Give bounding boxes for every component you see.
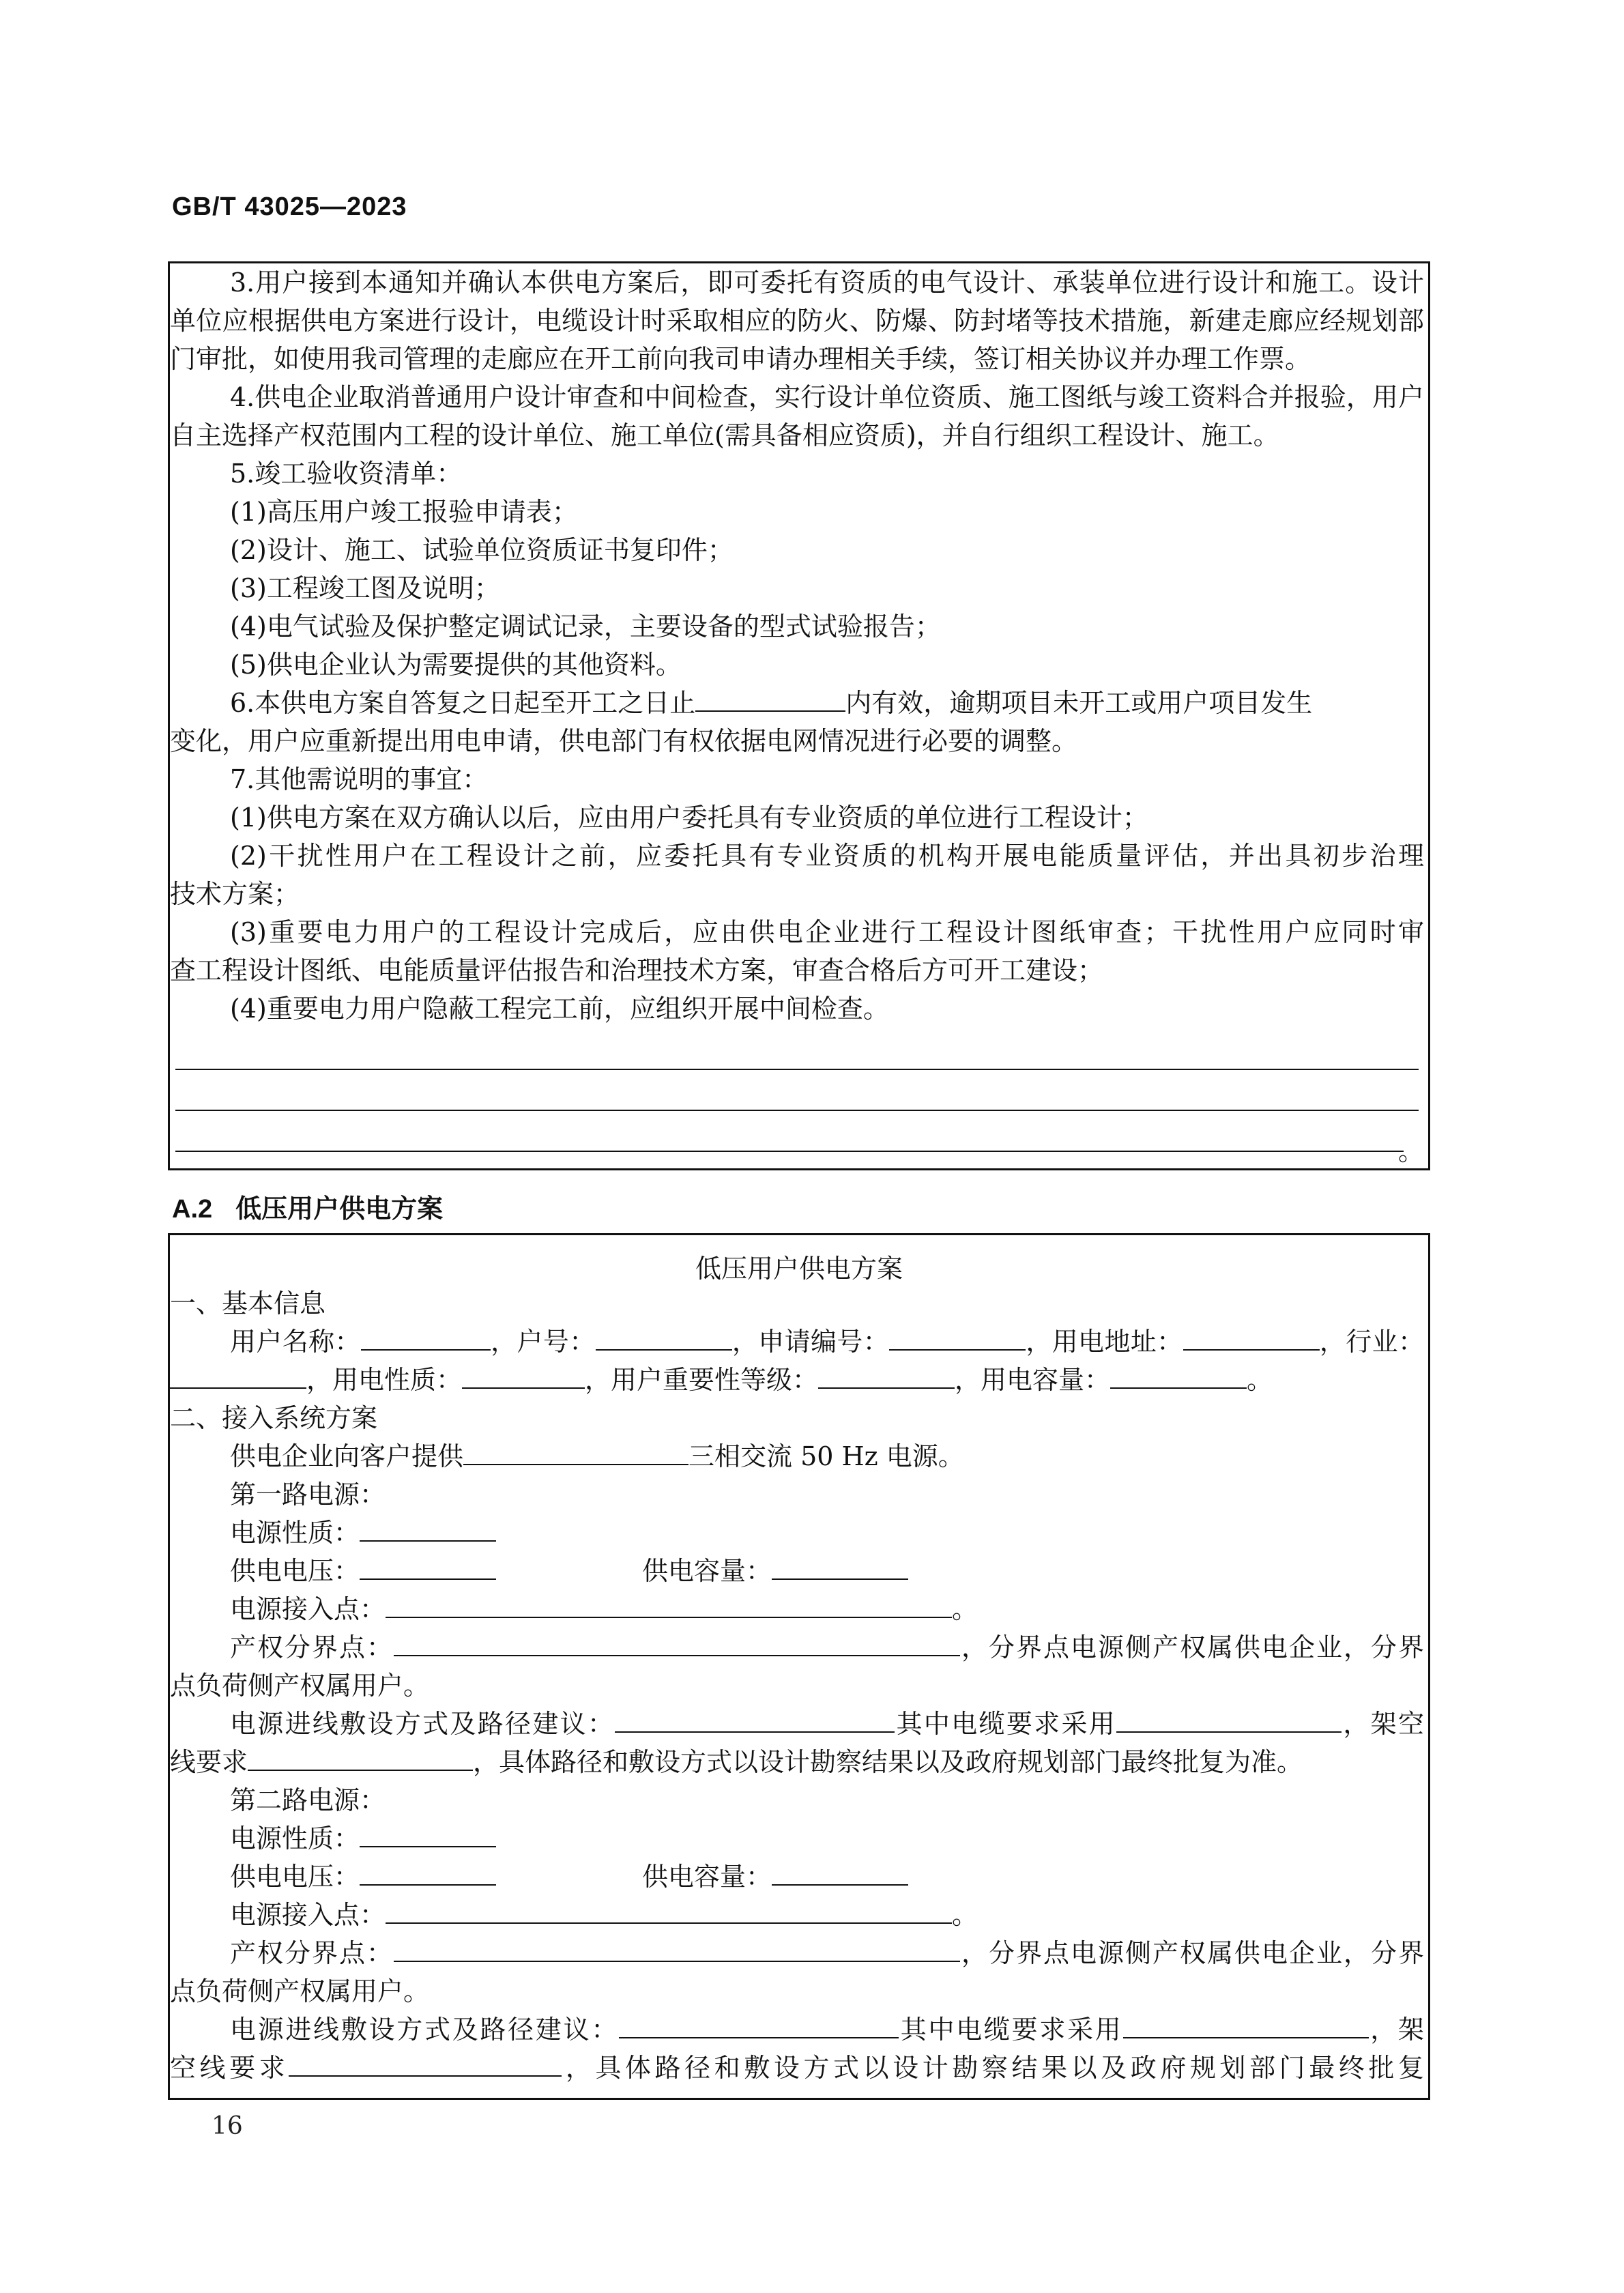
- note-line: (3)重要电力用户的工程设计完成后，应由供电企业进行工程设计图纸审查；干扰性用户应同时审: [230, 917, 1424, 947]
- route-label: 电源进线敷设方式及路径建议：: [230, 2015, 620, 2045]
- source-1-route: [170, 1705, 1424, 1743]
- source-1-boundary: [170, 1628, 1424, 1667]
- provide-label: 供电企业向客户提供: [230, 1441, 464, 1471]
- source-nature-label: 电源性质：: [230, 1518, 360, 1548]
- source-1-capacity: [642, 1552, 908, 1590]
- note-line: (4)电气试验及保护整定调试记录，主要设备的型式试验报告；: [230, 611, 941, 641]
- provide-tail: 三相交流 50 Hz 电源。: [688, 1441, 964, 1471]
- cable-field[interactable]: [1116, 1708, 1342, 1733]
- address-label: ，用电地址：: [1026, 1327, 1183, 1357]
- access-point-field[interactable]: [386, 1593, 952, 1618]
- form-title: 低压用户供电方案: [695, 1254, 903, 1284]
- boundary-tail: ，分界点电源侧产权属供电企业，分界: [960, 1938, 1424, 1968]
- period-mark: 。: [1247, 1365, 1273, 1395]
- boundary-label: 产权分界点：: [230, 1632, 394, 1662]
- source-nature-field[interactable]: [360, 1517, 496, 1542]
- overhead-label: ，架: [1368, 2015, 1424, 2045]
- source-2-boundary: [170, 1934, 1424, 1972]
- cable-label: 其中电缆要求采用: [895, 1709, 1117, 1739]
- validity-period-blank[interactable]: [695, 687, 845, 712]
- supply-capacity-label: 供电容量：: [642, 1862, 772, 1892]
- source-nature-field[interactable]: [360, 1823, 496, 1847]
- capacity-field[interactable]: [1110, 1364, 1247, 1389]
- note-line: 3.用户接到本通知并确认本供电方案后，即可委托有资质的电气设计、承装单位进行设计和施工。设计: [230, 268, 1424, 298]
- industry-field[interactable]: [170, 1364, 306, 1389]
- source-2-capacity: [642, 1858, 908, 1896]
- access-point-label: 电源接入点：: [230, 1900, 386, 1930]
- note-line: (3)工程竣工图及说明；: [230, 573, 500, 603]
- cable-field[interactable]: [1123, 2014, 1369, 2038]
- validity-text-a: 6.本供电方案自答复之日起至开工之日止: [230, 688, 696, 718]
- capacity-label: ，用电容量：: [955, 1365, 1111, 1395]
- line-req-field[interactable]: [289, 2052, 562, 2077]
- supply-voltage-field[interactable]: [360, 1861, 496, 1886]
- note-line: 7.其他需说明的事宜：: [230, 764, 489, 794]
- note-line: 4.供电企业取消普通用户设计审查和中间检查，实行设计单位资质、施工图纸与竣工资料合并报验，用户: [230, 382, 1424, 412]
- boundary-field[interactable]: [394, 1937, 960, 1962]
- access-point-field[interactable]: [386, 1899, 952, 1924]
- validity-line: [170, 684, 1312, 722]
- blank-rule-3[interactable]: [175, 1151, 1404, 1152]
- apply-no-label: ，申请编号：: [731, 1327, 890, 1357]
- boundary-field[interactable]: [394, 1632, 960, 1656]
- source-1-nature: [170, 1514, 496, 1552]
- note-line: 自主选择产权范围内工程的设计单位、施工单位(需具备相应资质)，并自行组织工程设计、施工。: [170, 420, 1279, 450]
- basic-info-heading: 一、基本信息: [170, 1288, 326, 1318]
- boundary-label: 产权分界点：: [230, 1938, 394, 1968]
- end-period: 。: [1397, 1136, 1424, 1166]
- basic-info-line-2: [170, 1361, 1273, 1399]
- supply-voltage-field[interactable]: [360, 1555, 496, 1580]
- supply-capacity-label: 供电容量：: [642, 1556, 772, 1586]
- supply-voltage-label: 供电电压：: [230, 1556, 360, 1586]
- note-line: (2)设计、施工、试验单位资质证书复印件；: [230, 535, 734, 565]
- access-heading: 二、接入系统方案: [170, 1403, 378, 1433]
- nature-label: ，用电性质：: [306, 1365, 463, 1395]
- route-tail: ，具体路径和敷设方式以设计勘察结果以及政府规划部门最终批复为准。: [473, 1747, 1303, 1777]
- section-heading: [172, 1187, 443, 1225]
- source-2-route-next: [170, 2049, 1424, 2087]
- account-no-label: ，户号：: [490, 1327, 596, 1357]
- note-line: 5.竣工验收资清单：: [230, 459, 463, 489]
- provide-field[interactable]: [463, 1441, 688, 1465]
- period-mark: 。: [952, 1900, 978, 1930]
- section-number: A.2: [172, 1195, 213, 1224]
- validity-line-2: 变化，用户应重新提出用电申请，供电部门有权依据电网情况进行必要的调整。: [170, 726, 1078, 756]
- note-line: (4)重要电力用户隐蔽工程完工前，应组织开展中间检查。: [230, 994, 889, 1024]
- line-req-field[interactable]: [248, 1746, 473, 1771]
- source-1-route-next: [170, 1743, 1303, 1781]
- line-req-label: 线要求: [170, 1747, 248, 1777]
- note-line: (2)干扰性用户在工程设计之前，应委托具有专业资质的机构开展电能质量评估，并出具初步治理: [230, 841, 1424, 871]
- note-line: 门审批，如使用我司管理的走廊应在开工前向我司申请办理相关手续，签订相关协议并办理工作票。: [170, 344, 1311, 374]
- notes-box: [168, 261, 1430, 1170]
- source-2-nature: [170, 1819, 496, 1858]
- note-line: (1)高压用户竣工报验申请表；: [230, 497, 578, 527]
- source-nature-label: 电源性质：: [230, 1823, 360, 1854]
- source-2-route: [170, 2010, 1424, 2049]
- user-name-field[interactable]: [361, 1326, 491, 1351]
- note-line: (1)供电方案在双方确认以后，应由用户委托具有专业资质的单位进行工程设计；: [230, 803, 1148, 833]
- low-voltage-plan-form: [168, 1233, 1430, 2100]
- period-mark: 。: [952, 1594, 978, 1624]
- apply-no-field[interactable]: [889, 1326, 1026, 1351]
- source-2-heading: 第二路电源：: [230, 1785, 386, 1815]
- note-line: (5)供电企业认为需要提供的其他资料。: [230, 650, 682, 680]
- provide-line: [170, 1437, 964, 1475]
- supply-voltage-label: 供电电压：: [230, 1862, 360, 1892]
- note-line: 技术方案；: [170, 879, 300, 909]
- source-2-access: [170, 1896, 978, 1934]
- route-field[interactable]: [615, 1708, 895, 1733]
- basic-info-line-1: [170, 1323, 1424, 1361]
- source-1-boundary-next: 点负荷侧产权属用户。: [170, 1671, 430, 1701]
- supply-capacity-field[interactable]: [772, 1861, 908, 1886]
- importance-field[interactable]: [818, 1364, 955, 1389]
- line-req-label: 空线要求: [170, 2053, 289, 2083]
- address-field[interactable]: [1183, 1326, 1320, 1351]
- overhead-label: ，架空: [1342, 1709, 1424, 1739]
- source-2-voltage: [170, 1858, 496, 1896]
- user-name-label: 用户名称：: [230, 1327, 361, 1357]
- source-1-heading: 第一路电源：: [230, 1480, 386, 1510]
- account-no-field[interactable]: [596, 1326, 732, 1351]
- section-title: 低压用户供电方案: [235, 1195, 444, 1224]
- validity-text-b: 内有效，逾期项目未开工或用户项目发生: [845, 688, 1313, 718]
- route-tail: ，具体路径和敷设方式以设计勘察结果以及政府规划部门最终批复: [562, 2053, 1424, 2083]
- boundary-tail: ，分界点电源侧产权属供电企业，分界: [960, 1632, 1424, 1662]
- source-2-boundary-next: 点负荷侧产权属用户。: [170, 1976, 430, 2006]
- industry-label: ，行业：: [1319, 1327, 1424, 1357]
- cable-label: 其中电缆要求采用: [899, 2015, 1123, 2045]
- blank-rule-2[interactable]: [175, 1110, 1419, 1111]
- source-1-voltage: [170, 1552, 496, 1590]
- document-code: GB/T 43025—2023: [172, 192, 407, 221]
- access-point-label: 电源接入点：: [230, 1594, 386, 1624]
- importance-label: ，用户重要性等级：: [585, 1365, 819, 1395]
- nature-field[interactable]: [462, 1364, 585, 1389]
- supply-capacity-field[interactable]: [772, 1555, 908, 1580]
- route-label: 电源进线敷设方式及路径建议：: [230, 1709, 615, 1739]
- source-1-access: [170, 1590, 978, 1628]
- blank-rule-1[interactable]: [175, 1069, 1419, 1070]
- note-line: 查工程设计图纸、电能质量评估报告和治理技术方案，审查合格后方可开工建设；: [170, 955, 1104, 985]
- page-number: 16: [212, 2112, 243, 2140]
- route-field[interactable]: [619, 2014, 899, 2038]
- note-line: 单位应根据供电方案进行设计，电缆设计时采取相应的防火、防爆、防封堵等技术措施，新建走廊应经规划部: [170, 306, 1424, 336]
